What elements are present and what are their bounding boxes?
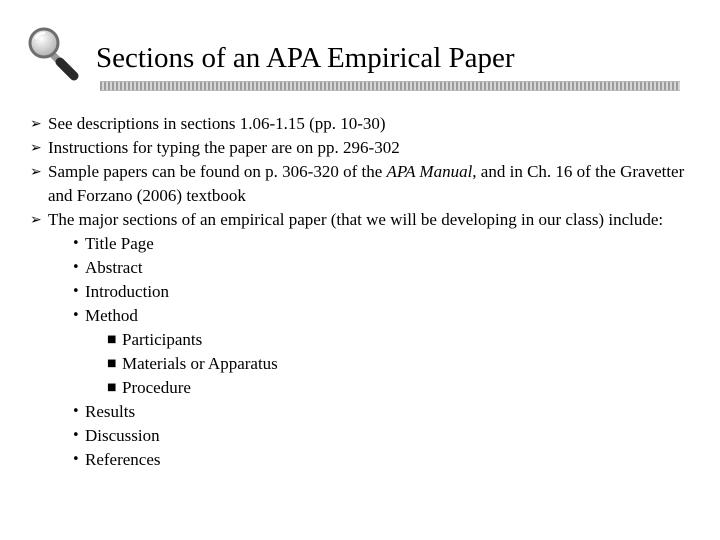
section-label: References — [85, 450, 161, 469]
subsection-item — [30, 352, 690, 376]
bullet-item — [30, 112, 690, 136]
dot-bullet-icon: • — [72, 236, 80, 251]
section-item — [30, 304, 690, 328]
subsection-label: Materials or Apparatus — [122, 354, 278, 373]
section-item — [30, 448, 690, 472]
arrow-bullet-icon: ➢ — [30, 116, 42, 132]
title-divider — [100, 81, 680, 91]
square-bullet-icon: ■ — [107, 382, 117, 393]
subsection-label: Procedure — [122, 378, 191, 397]
slide-title: Sections of an APA Empirical Paper — [96, 42, 515, 74]
square-bullet-icon: ■ — [107, 358, 117, 369]
arrow-bullet-icon: ➢ — [30, 140, 42, 156]
magnifying-glass-icon — [24, 24, 82, 84]
bullet-text-before: Sample papers can be found on p. 306-320 of the — [48, 162, 387, 181]
section-label: Introduction — [85, 282, 170, 301]
dot-bullet-icon: • — [72, 260, 80, 275]
arrow-bullet-icon: ➢ — [30, 212, 42, 228]
dot-bullet-icon: • — [72, 428, 80, 443]
bullet-text-after: , and in Ch. 16 of the Gravetter and Forzano (2006) textbook — [48, 162, 685, 205]
square-bullet-icon: ■ — [107, 334, 117, 345]
dot-bullet-icon: • — [72, 308, 80, 323]
dot-bullet-icon: • — [72, 284, 80, 299]
section-label: Method — [85, 306, 138, 325]
section-item — [30, 232, 690, 256]
subsection-label: Participants — [122, 330, 203, 349]
bullet-item — [30, 160, 690, 208]
dot-bullet-icon: • — [72, 452, 80, 467]
bullet-text: The major sections of an empirical paper (that we will be developing in our class) include: — [48, 210, 664, 229]
arrow-bullet-icon: ➢ — [30, 164, 42, 180]
bullet-text: Instructions for typing the paper are on pp. 296-302 — [48, 138, 400, 157]
bullet-item — [30, 208, 690, 232]
bullet-item — [30, 136, 690, 160]
slide-body — [30, 112, 690, 472]
section-label: Title Page — [85, 234, 154, 253]
section-label: Abstract — [85, 258, 143, 277]
manual-title: APA Manual — [386, 162, 473, 181]
subsection-item — [30, 376, 690, 400]
section-label: Discussion — [85, 426, 160, 445]
section-item — [30, 424, 690, 448]
dot-bullet-icon: • — [72, 404, 80, 419]
section-item — [30, 280, 690, 304]
section-item — [30, 256, 690, 280]
bullet-text: See descriptions in sections 1.06-1.15 (pp. 10-30) — [48, 114, 386, 133]
subsection-item — [30, 328, 690, 352]
section-item — [30, 400, 690, 424]
section-label: Results — [85, 402, 136, 421]
